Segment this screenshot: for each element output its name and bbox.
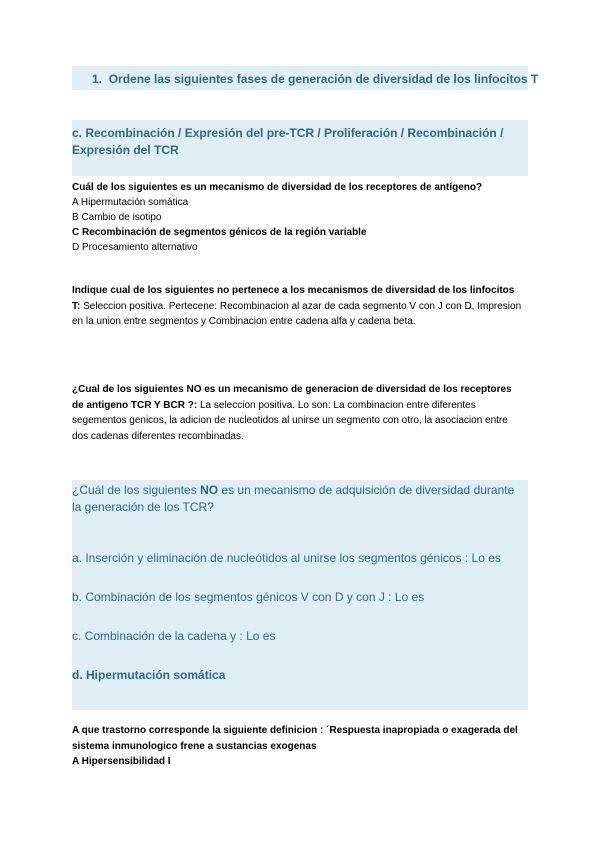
question-5-stem-bold: NO — [200, 483, 219, 497]
question-4 — [72, 382, 522, 444]
question-5-option-d: d. Hipermutación somática — [72, 668, 226, 682]
question-5-text — [72, 482, 522, 516]
question-5-option-c: c. Combinación de la cadena y : Lo es — [72, 629, 276, 643]
question-5-stem-before: ¿Cuál de los siguientes — [72, 483, 197, 497]
question-3-text: Indique cual de los siguientes no pertenece a los mecanismos de diversidad de los linfocitos T: — [72, 285, 515, 312]
question-1-number: 1. — [92, 72, 103, 86]
question-4-text: ¿Cual de los siguientes NO es un mecanismo de generacion de diversidad de los receptores de antigeno TCR Y BCR ?: — [72, 384, 512, 411]
question-6-answer: A Hipersensibilidad I — [72, 756, 171, 767]
question-2 — [72, 180, 528, 255]
question-1-title: Ordene las siguientes fases de generación de diversidad de los linfocitos T — [108, 72, 539, 86]
question-6 — [72, 723, 522, 770]
question-6-text: A que trastorno corresponde la siguiente definicion : ´Respuesta inapropiada o exagerada del sistema inmunologico frene a sustancias exogenas — [72, 725, 518, 752]
question-5-stem-after: es un mecanismo de adquisición de diversidad durante la generación de los TCR? — [72, 483, 515, 514]
question-4-answer: La seleccion positiva. Lo son: La combinacion entre diferentes segementos genicos, la adicion de nucleotidos al unirse un segmento con otro, la asociacion entre dos cadenas diferentes recombinadas. — [72, 399, 508, 442]
question-3 — [72, 283, 522, 330]
question-1-banner — [72, 66, 539, 90]
question-1-text — [92, 72, 538, 86]
question-2-text: Cuál de los siguientes es un mecanismo de diversidad de los receptores de antígeno? — [72, 182, 483, 193]
question-5-box — [72, 480, 528, 710]
question-1-answer-box — [72, 120, 528, 176]
question-1-answer: c. Recombinación / Expresión del pre-TCR / Proliferación / Recombinación / Expresión del TCR — [72, 126, 504, 157]
question-5-option-a: a. Inserción y eliminación de nucleótidos al unirse los segmentos génicos : Lo es — [72, 551, 501, 565]
question-3-answer: Seleccion positiva. Pertecene: Recombinacion al azar de cada segmento V con J con D, Impresion en la union entre segmentos y Combinacion entre cadena alfa y cadena beta. — [72, 300, 522, 327]
question-2-option-a: A Hipermutación somática — [72, 197, 189, 208]
question-5-option-b: b. Combinación de los segmentos génicos V con D y con J : Lo es — [72, 590, 425, 604]
question-2-option-c: C Recombinación de segmentos génicos de la región variable — [72, 227, 367, 238]
question-2-option-d: D Procesamiento alternativo — [72, 242, 198, 253]
question-2-option-b: B Cambio de isotipo — [72, 212, 162, 223]
